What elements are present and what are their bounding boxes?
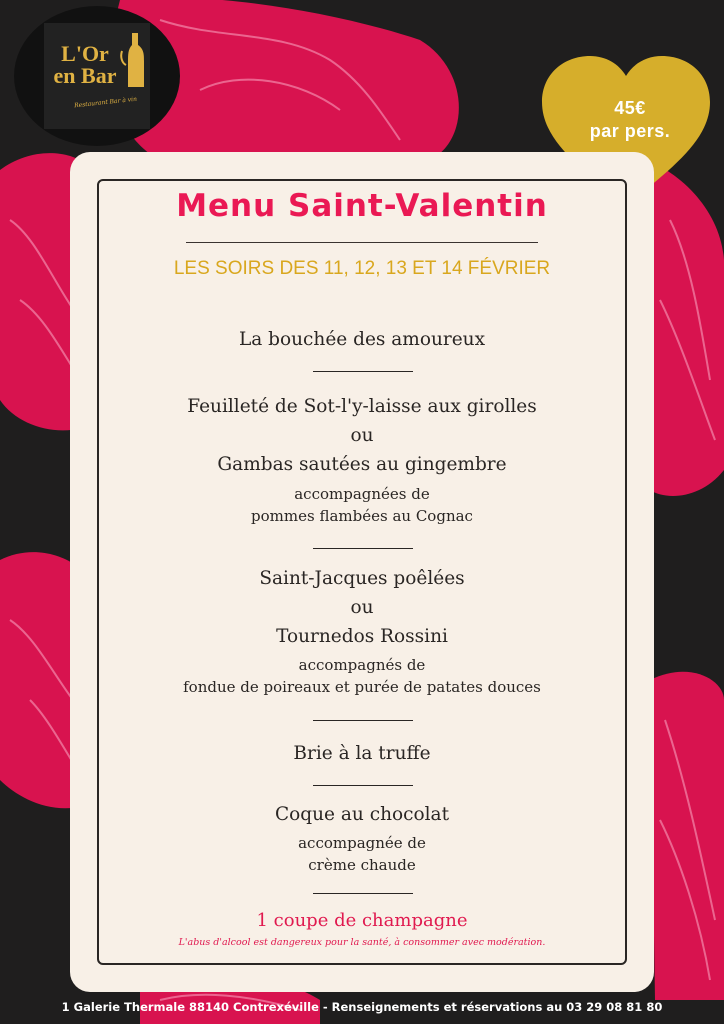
course-amuse-bouche: La bouchée des amoureux xyxy=(238,329,486,350)
restaurant-logo xyxy=(14,6,180,146)
course-divider xyxy=(313,548,413,549)
course-divider xyxy=(313,371,413,372)
dessert-side-line2: crème chaude xyxy=(308,856,416,874)
course-divider xyxy=(313,893,413,894)
main-or: ou xyxy=(350,597,374,618)
price-unit: par pers. xyxy=(589,121,671,141)
dessert-side-line1: accompagnée de xyxy=(298,834,426,852)
logo-wordmark xyxy=(52,43,118,87)
course-divider xyxy=(313,720,413,721)
starter-side-line2: pommes flambées au Cognac xyxy=(251,507,473,525)
starter-option-b: Gambas sautées au gingembre xyxy=(217,454,507,475)
starter-side-line1: accompagnées de xyxy=(294,485,430,503)
logo-tagline: Restaurant Bar à vin xyxy=(73,95,138,110)
price-amount: 45€ xyxy=(614,98,646,118)
alcohol-warning: L'abus d'alcool est dangereux pour la santé, à consommer avec modération. xyxy=(178,937,546,948)
logo-line2: en Bar xyxy=(53,63,117,88)
main-side-line2: fondue de poireaux et purée de patates douces xyxy=(183,678,541,696)
logo-panel xyxy=(44,23,150,129)
footer-address: 1 Galerie Thermale 88140 Contrexéville - Renseignements et réservations au 03 29 08 81 80 xyxy=(61,1000,663,1014)
starter-option-a: Feuilleté de Sot-l'y-laisse aux girolles xyxy=(187,396,537,417)
wine-bottle-icon xyxy=(118,31,148,91)
main-option-a: Saint-Jacques poêlées xyxy=(259,568,465,589)
main-side-line1: accompagnés de xyxy=(298,656,426,674)
drink-offer: 1 coupe de champagne xyxy=(256,910,468,931)
course-divider xyxy=(313,785,413,786)
cheese-course: Brie à la truffe xyxy=(293,743,431,764)
menu-title: Menu Saint-Valentin xyxy=(176,188,548,224)
logo-line1: L'Or xyxy=(61,41,109,66)
dessert-course: Coque au chocolat xyxy=(275,804,449,825)
menu-dates: LES SOIRS DES 11, 12, 13 ET 14 FÉVRIER xyxy=(173,258,551,279)
starter-or: ou xyxy=(350,425,374,446)
main-option-b: Tournedos Rossini xyxy=(276,626,448,647)
title-divider xyxy=(186,242,538,243)
price-badge xyxy=(560,97,700,143)
